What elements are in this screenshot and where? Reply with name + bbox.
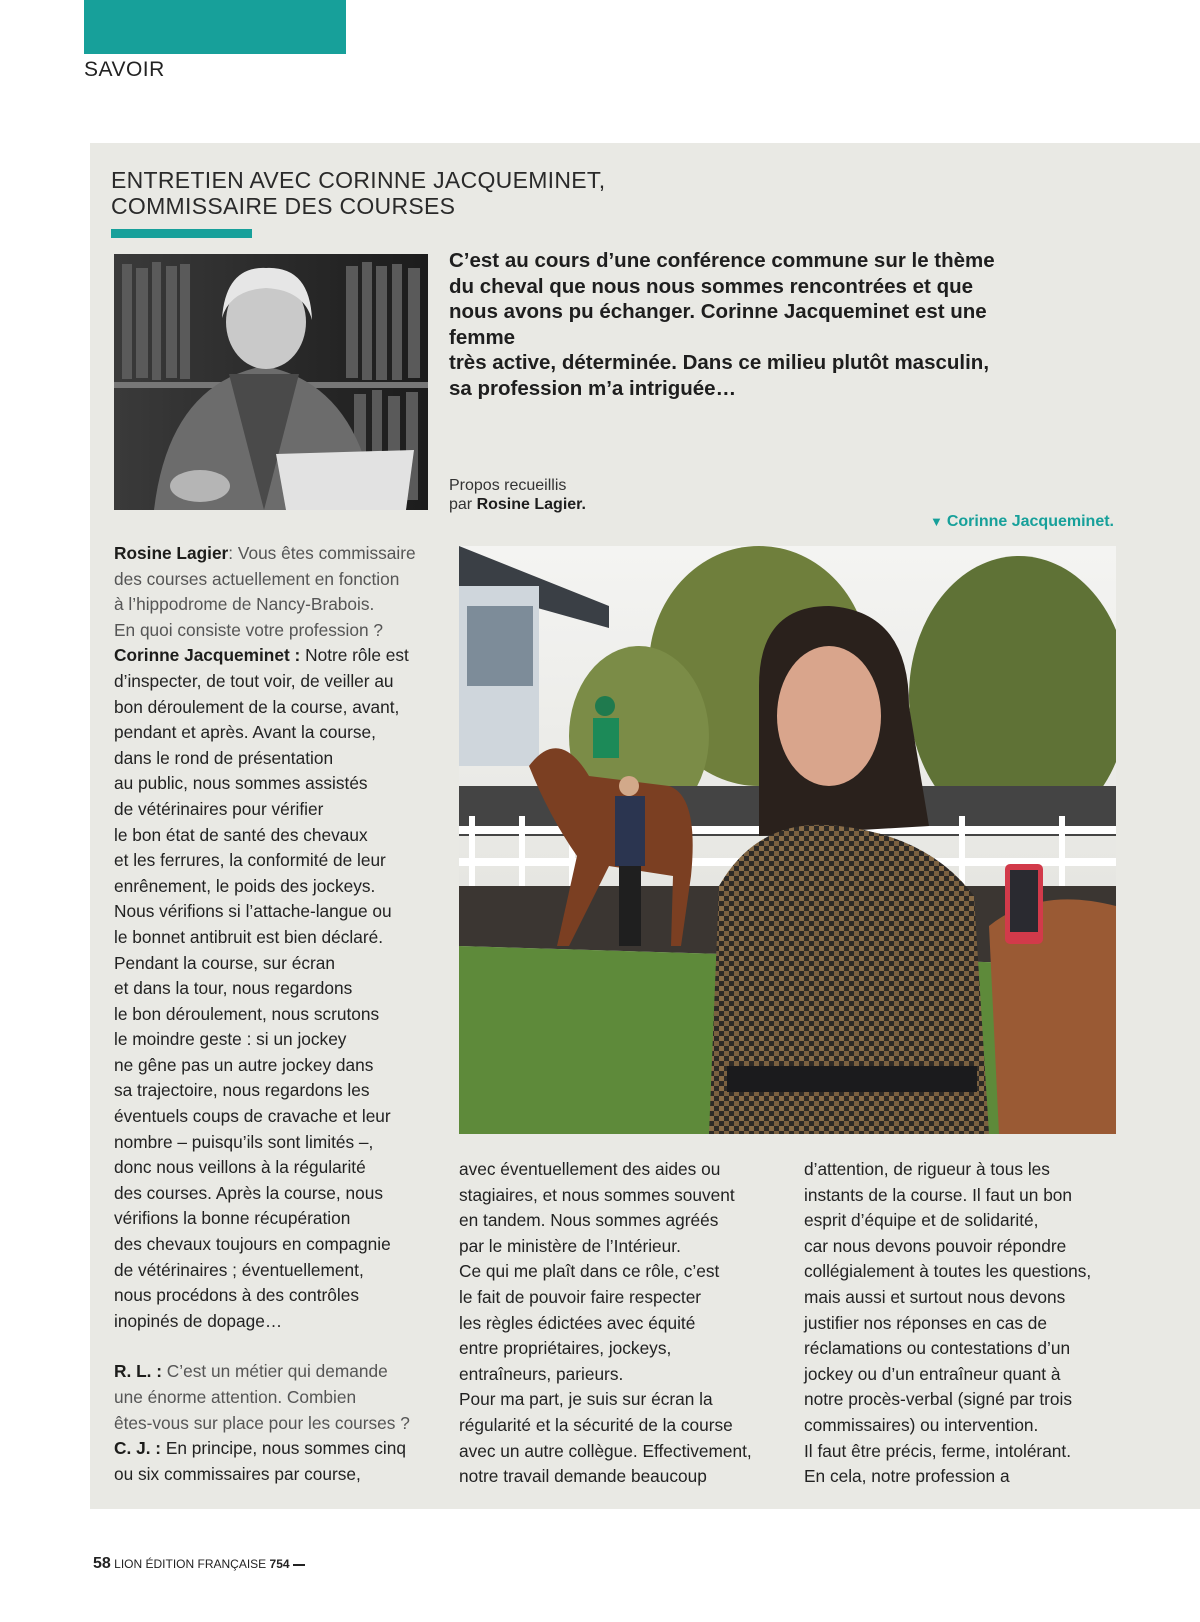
- question-1-speaker: Rosine Lagier: [114, 543, 229, 563]
- article-title: [111, 167, 605, 219]
- answer-2-text: En principe, nous sommes cinq ou six commissaires par course,: [114, 1438, 406, 1484]
- racecourse-photo: [459, 546, 1116, 1134]
- answer-1-text: Notre rôle est d’inspecter, de tout voir, de veiller au bon déroulement de la course, avant, pendant et après. Avant la course, dans le rond de présentation au public, nous sommes assistés de vétérinaires pour vérifier le bon état de santé des chevaux et les ferrures, la conformité de leur enrênement, le poids des jockeys. Nous vérifions si l’attache-langue ou le bonnet antibruit est bien déclaré. Pendant la course, sur écran et dans la tour, nous regardons le bon déroulement, nous scrutons le moindre geste : si un jockey ne gêne pas un autre jockey dans sa trajectoire, nous regardons les éventuels coups de cravache et leur nombre – puisqu’ils sont limités –, donc nous veillons à la régularité des courses. Après la course, nous vérifions la bonne récupération des chevaux toujours en compagnie de vétérinaires ; éventuellement, nous procédons à des contrôles inopinés de dopage…: [114, 645, 409, 1331]
- column-3-text: d’attention, de rigueur à tous les instants de la course. Il faut un bon esprit d’équipe et de solidarité, car nous devons pouvoir répondre collégialement à toutes les questions, mais aussi et surtout nous devons justifier nos réponses en cas de réclamations ou contestations d’un jockey ou d’un entraîneur quant à notre procès-verbal (signé par trois commissaires) ou intervention. Il faut être précis, ferme, intolérant. En cela, notre profession a: [804, 1159, 1092, 1487]
- article-title-line-1: ENTRETIEN AVEC CORINNE JACQUEMINET,: [111, 167, 606, 193]
- section-tab-bar: [84, 0, 346, 54]
- page-footer: [93, 1555, 305, 1573]
- photo-caption: [930, 513, 1114, 531]
- title-underline: [111, 229, 252, 238]
- page-number: 58: [93, 1555, 111, 1572]
- body-column-3: [804, 1157, 1124, 1490]
- portrait-photo: [114, 254, 428, 510]
- photo-caption-text: Corinne Jacqueminet.: [946, 513, 1114, 530]
- credit-author-name: Rosine Lagier.: [476, 496, 586, 513]
- section-label: SAVOIR: [84, 58, 165, 81]
- answer-1-speaker: Corinne Jacqueminet :: [114, 645, 301, 666]
- column-2-text: avec éventuellement des aides ou stagiaires, et nous sommes souvent en tandem. Nous sommes agréés par le ministère de l’Intérieur. Ce qui me plaît dans ce rôle, c’est le fait de pouvoir faire respecter les règles édictées avec équité entre propriétaires, jockeys, entraîneurs, parieurs. Pour ma part, je suis sur écran la régularité et la sécurité de la course avec un autre collègue. Effectivement, notre travail demande beaucoup: [459, 1159, 752, 1487]
- article-title-line-2: COMMISSAIRE DES COURSES: [111, 193, 456, 219]
- question-1-text: : Vous êtes commissaire des courses actuellement en fonction à l’hippodrome de Nancy-Brabois. En quoi consiste votre profession ?: [114, 543, 416, 640]
- triangle-down-icon: ▼: [929, 514, 943, 529]
- question-2-speaker: R. L. :: [114, 1361, 162, 1382]
- author-credit: [449, 476, 586, 514]
- magazine-name: LION ÉDITION FRANÇAISE: [114, 1557, 267, 1571]
- article-lead: C’est au cours d’une conférence commune sur le thème du cheval que nous nous sommes rencontrées et que nous avons pu échanger. Corinne Jacqueminet est une femme très active, déterminée. Dans ce milieu plutôt masculin, sa profession m’a intriguée…: [449, 249, 995, 400]
- question-2-text: C’est un métier qui demande une énorme attention. Combien êtes-vous sur place pour les courses ?: [114, 1361, 410, 1433]
- answer-2-speaker: C. J. :: [114, 1438, 162, 1459]
- issue-number: 754: [269, 1557, 290, 1571]
- credit-prefix: par: [449, 496, 477, 513]
- footer-rule: [293, 1564, 305, 1566]
- body-column-1: [114, 541, 434, 1487]
- body-column-2: [459, 1157, 789, 1490]
- credit-line-1: Propos recueillis: [449, 477, 567, 494]
